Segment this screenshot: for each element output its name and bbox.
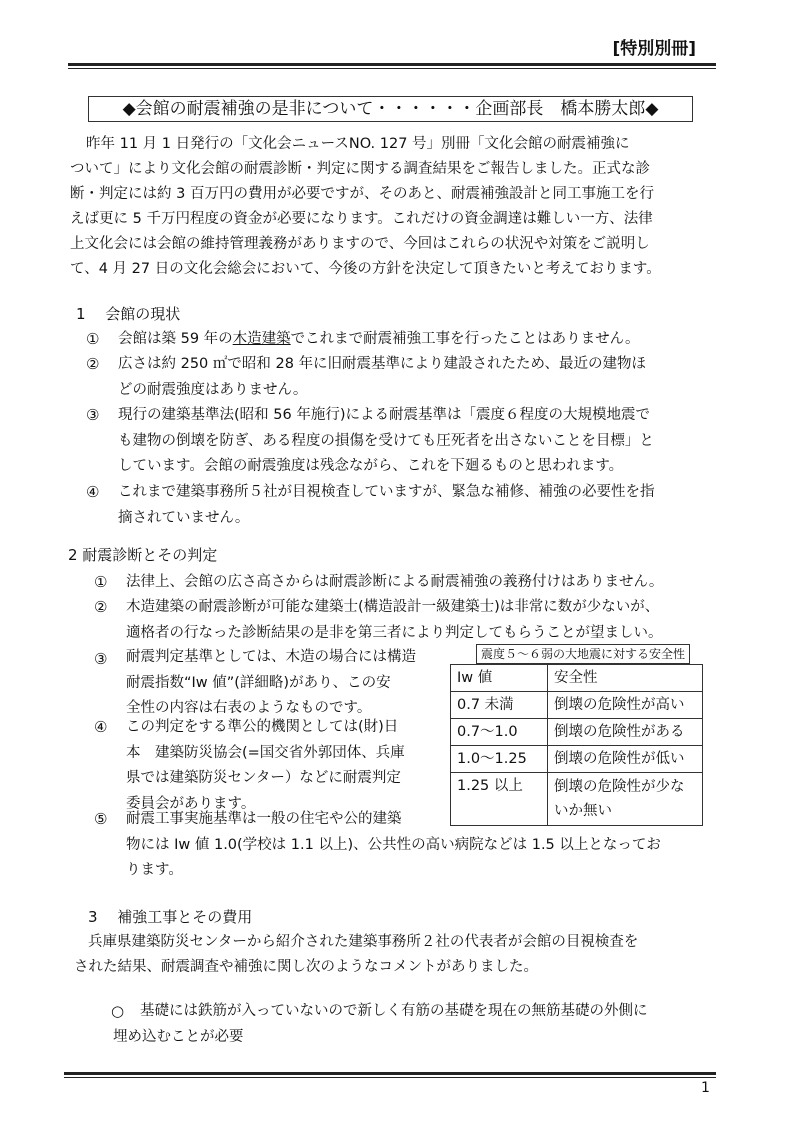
section2-heading: 2 耐震診断とその判定 bbox=[68, 546, 218, 564]
item-line: 法律上、会館の広さ高さからは耐震診断による耐震補強の義務付けはありません。 bbox=[126, 574, 664, 590]
item-line: も建物の倒壊を防ぎ、ある程度の損傷を受けても圧死者を出さないことを目標」と bbox=[118, 432, 654, 449]
item-line: 耐震工事実施基準は一般の住宅や公的建築 bbox=[126, 811, 402, 827]
bullet-item bbox=[113, 999, 648, 1050]
item-line: 全性の内容は右表のようなものです。 bbox=[126, 700, 372, 716]
table-cell: 0.7～1.0 bbox=[451, 719, 548, 746]
item-line: 県では建築防災センター）などに耐震判定 bbox=[126, 770, 401, 786]
intro-line: 上文化会には会館の維持管理義務がありますので、今回はこれらの状況や対策をご説明し bbox=[70, 236, 650, 252]
article-title: ◆会館の耐震補強の是非について・・・・・・企画部長 橋本勝太郎◆ bbox=[88, 96, 693, 122]
section2-item-num: ① bbox=[94, 573, 108, 591]
section3-heading: 3 補強工事とその費用 bbox=[88, 908, 253, 926]
bullet-line: 埋め込むことが必要 bbox=[113, 1028, 244, 1045]
item-line: 物には Iw 値 1.0(学校は 1.1 以上)、公共性の高い病院などは 1.5 以上となってお bbox=[126, 836, 661, 853]
section2-item-num: ④ bbox=[94, 718, 108, 736]
bullet-mark: ○ bbox=[111, 1002, 125, 1020]
section3-line: された結果、耐震調査や補強に関し次のようなコメントがありました。 bbox=[74, 959, 538, 975]
table-cell: 1.0～1.25 bbox=[451, 746, 548, 773]
table-cell: 0.7 未満 bbox=[451, 692, 548, 719]
section2-item bbox=[126, 715, 405, 817]
section2-item-num: ⑤ bbox=[94, 810, 108, 828]
item-line-part: でこれまで耐震補強工事を行ったことはありません。 bbox=[290, 331, 640, 347]
item-line: 耐震判定基準としては、木造の場合には構造 bbox=[126, 649, 416, 665]
section1-heading: 1 会館の現状 bbox=[76, 305, 181, 323]
section1-item bbox=[118, 327, 640, 353]
table-cell: 1.25 以上 bbox=[451, 773, 548, 826]
section1-item-num: ② bbox=[86, 355, 100, 373]
section1-item bbox=[118, 403, 654, 480]
item-line: 摘されていません。 bbox=[118, 509, 250, 526]
section-tag: [特別別冊] bbox=[612, 39, 696, 59]
section3-paragraph bbox=[74, 930, 748, 980]
item-line: 本 建築防災協会(=国交省外郭団体、兵庫 bbox=[126, 744, 405, 761]
section1-item bbox=[118, 480, 655, 531]
intro-line: 昨年 11 月 1 日発行の「文化会ニュースNO. 127 号」別冊「文化会館の耐震補強に bbox=[86, 136, 630, 152]
section3-line: 兵庫県建築防災センターから紹介された建築事務所２社の代表者が会館の目視検査を bbox=[88, 934, 639, 950]
item-line: どの耐震強度はありません。 bbox=[118, 381, 308, 398]
table-header-cell: 安全性 bbox=[548, 665, 703, 692]
table-cell: 倒壊の危険性が低い bbox=[548, 746, 703, 773]
table-caption: 震度５～６弱の大地震に対する安全性 bbox=[476, 644, 690, 664]
table-cell-line: いか無い bbox=[554, 803, 612, 819]
table-row bbox=[451, 692, 703, 719]
table-row bbox=[451, 746, 703, 773]
item-line: 現行の建築基準法(昭和 56 年施行)による耐震基準は「震度６程度の大規模地震で bbox=[118, 407, 650, 423]
section1-item-num: ③ bbox=[86, 406, 100, 424]
item-line-underlined: 木造建築 bbox=[232, 331, 291, 347]
table-cell: 倒壊の危険性が高い bbox=[548, 692, 703, 719]
section1-item-num: ④ bbox=[86, 483, 100, 501]
section2-item bbox=[126, 595, 663, 646]
item-line: これまで建築事務所５社が目視検査していますが、緊急な補修、補強の必要性を指 bbox=[118, 484, 655, 500]
section2-item-num: ③ bbox=[94, 650, 108, 668]
intro-line: ついて」により文化会館の耐震診断・判定に関する調査結果をご報告しました。正式な診 bbox=[70, 161, 650, 177]
table-cell-line: 倒壊の危険性が少な bbox=[554, 779, 685, 795]
intro-line: えば更に 5 千万円程度の資金が必要になります。これだけの資金調達は難しい一方、法律 bbox=[70, 211, 653, 227]
safety-table-wrap bbox=[450, 664, 703, 826]
table-cell-multiline bbox=[548, 773, 703, 826]
item-line: しています。会館の耐震強度は残念ながら、これを下廻るものと思われます。 bbox=[118, 458, 624, 474]
intro-line: 断・判定には約 3 百万円の費用が必要ですが、そのあと、耐震補強設計と同工事施工を行 bbox=[70, 186, 654, 202]
table-row bbox=[451, 719, 703, 746]
item-line: 広さは約 250 ㎡で昭和 28 年に旧耐震基準により建設されたため、最近の建物ほ bbox=[118, 356, 646, 372]
section1-item bbox=[118, 352, 646, 403]
table-row bbox=[451, 773, 703, 826]
table-header-cell: Iw 値 bbox=[451, 665, 548, 692]
header-rule bbox=[68, 63, 716, 69]
item-line: この判定をする準公的機関としては(財)日 bbox=[126, 719, 399, 735]
safety-table bbox=[450, 664, 703, 826]
section2-item-num: ② bbox=[94, 598, 108, 616]
section2-item bbox=[126, 645, 416, 722]
item-line: 委員会があります。 bbox=[126, 795, 256, 812]
item-line: ります。 bbox=[126, 862, 183, 878]
item-line: 木造建築の耐震診断が可能な建築士(構造設計一級建築士)は非常に数が少ないが、 bbox=[126, 599, 660, 615]
item-line: 耐震指数“Iw 値”(詳細略)があり、この安 bbox=[126, 674, 391, 691]
footer-rule bbox=[64, 1072, 716, 1078]
item-line: 適格者の行なった診断結果の是非を第三者により判定してもらうことが望ましい。 bbox=[126, 624, 663, 641]
table-header-row bbox=[451, 665, 703, 692]
table-cell: 倒壊の危険性がある bbox=[548, 719, 703, 746]
item-line-part: 会館は築 59 年の bbox=[118, 331, 233, 347]
section1-item-num: ① bbox=[86, 330, 100, 348]
intro-paragraph bbox=[70, 132, 730, 282]
intro-line: て、4 月 27 日の文化会総会において、今後の方針を決定して頂きたいと考えております。 bbox=[70, 261, 661, 277]
item-line bbox=[118, 327, 640, 353]
bullet-line: 基礎には鉄筋が入っていないので新しく有筋の基礎を現在の無筋基礎の外側に bbox=[140, 1003, 648, 1019]
section2-item bbox=[126, 570, 663, 596]
page-number: 1 bbox=[701, 1080, 710, 1096]
